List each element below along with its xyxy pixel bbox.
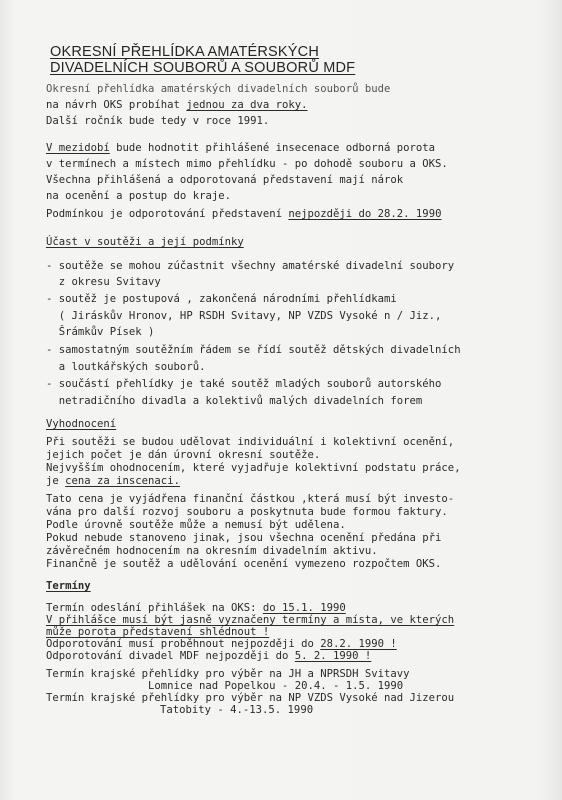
vyhodnoceni-line-1: Při soutěži se budou udělovat individuální i kolektivní ocenění,	[46, 436, 455, 448]
intro-line-1: Okresní přehlídka amatérských divadelních souborů bude	[46, 83, 391, 95]
ucast-bullet-4a: - součástí přehlídky je také soutěž mladých souborů autorského	[46, 378, 442, 390]
vyhodnoceni-line-7: Podle úrovně soutěže může a nemusí být udělena.	[46, 519, 346, 531]
terminy-line-8: Termín krajské přehlídky pro výběr na NP VZDS Vysoké nad Jizerou	[46, 692, 455, 704]
title-line-1: OKRESNÍ PŘEHLÍDKA AMATÉRSKÝCH	[50, 44, 320, 60]
vyhodnoceni-line-6: vána pro další rozvoj souboru a poskytnuta bude formou faktury.	[46, 506, 448, 518]
p2-line-5	[46, 208, 441, 221]
terminy-line-2: V přihlášce musí být jasně vyznačeny termíny a místa, ve kterých	[46, 614, 455, 626]
p2-line-1	[46, 142, 435, 155]
vyhodnoceni-line-9: závěrečném hodnocením na okresním divadelním aktivu.	[46, 545, 378, 557]
terminy-line-6: Termín krajské přehlídky pro výběr na JH a NPRSDH Svitavy	[46, 668, 410, 680]
p2-line-4: na ocenění a postup do kraje.	[46, 190, 231, 202]
application-label: Termín odeslání přihlášek na OKS:	[46, 602, 263, 614]
award-name: cena za inscenaci.	[65, 475, 180, 487]
mdf-label: Odporotování divadel MDF nejpozději do	[46, 650, 295, 662]
award-prefix: je	[46, 475, 66, 487]
p2-deadline: nejpozději do 28.2. 1990	[288, 208, 442, 220]
vyhodnoceni-line-8: Pokud nebude stanoveno jinak, jsou všechna ocenění předána při	[46, 532, 442, 544]
terminy-line-3: může porota představení shlédnout !	[46, 626, 270, 638]
intro-emphasis: jednou za dva roky.	[186, 99, 308, 111]
p2-line-3: Všechna přihlášená a odporotovaná představení mají nárok	[46, 174, 404, 186]
ucast-bullet-2a: - soutěž je postupová , zakončená národními přehlídkami	[46, 293, 397, 305]
ucast-bullet-2c: Šrámkův Písek )	[46, 326, 155, 338]
terminy-line-7: Lomnice nad Popelkou - 20.4. - 1.5. 1990	[148, 680, 404, 692]
ucast-heading: Účast v soutěži a její podmínky	[46, 236, 244, 248]
intro-text: na návrh OKS probíhat	[46, 99, 187, 111]
ucast-bullet-1b: z okresu Svitavy	[46, 276, 161, 288]
document-title	[50, 44, 355, 76]
ucast-bullet-1a: - soutěže se mohou zúčastnit všechny amatérské divadelní soubory	[46, 260, 455, 272]
p2-emphasis: V mezidobí	[46, 142, 110, 154]
vyhodnoceni-line-3: Nejvyšším ohodnocením, které vyjadřuje kolektivní podstatu práce,	[46, 462, 461, 474]
jury-label: Odporotování musí proběhnout nejpozději do	[46, 638, 321, 650]
terminy-line-9: Tatobity - 4.-13.5. 1990	[160, 704, 314, 716]
title-line-2: DIVADELNÍCH SOUBORŮ A SOUBORŮ MDF	[50, 60, 356, 76]
p2-line-2: v termínech a místech mimo přehlídku - po dohodě souboru a OKS.	[46, 158, 448, 170]
application-deadline: do 15.1. 1990	[262, 602, 346, 614]
jury-deadline: 28.2. 1990 !	[320, 638, 397, 650]
intro-line-2	[46, 99, 308, 112]
terminy-line-5	[46, 650, 371, 663]
ucast-bullet-4b: netradičního divadla a kolektivů malých divadelních forem	[46, 395, 423, 407]
mdf-deadline: 5. 2. 1990 !	[294, 650, 372, 662]
ucast-bullet-3a: - samostatným soutěžním řádem se řídí soutěž dětských divadelních	[46, 344, 461, 356]
p2-text: bude hodnotit přihlášené insecenace odborná porota	[109, 142, 436, 154]
vyhodnoceni-line-4	[46, 475, 180, 488]
vyhodnoceni-line-2: jejich počet je dán úrovní okresní soutěže.	[46, 449, 321, 461]
vyhodnoceni-line-10: Finančně je soutěž a udělování ocenění vymezeno rozpočtem OKS.	[46, 558, 442, 570]
terminy-heading: Termíny	[46, 580, 91, 592]
ucast-bullet-2b: ( Jiráskův Hronov, HP RSDH Svitavy, NP VZDS Vysoké n / Jiz.,	[46, 310, 442, 322]
intro-line-3: Další ročník bude tedy v roce 1991.	[46, 115, 270, 127]
ucast-bullet-3b: a loutkářských souborů.	[46, 361, 206, 373]
vyhodnoceni-line-5: Tato cena je vyjádřena finanční částkou ,která musí být investo-	[46, 493, 455, 505]
p2-condition: Podmínkou je odporotování představení	[46, 208, 289, 220]
vyhodnoceni-heading: Vyhodnocení	[46, 418, 117, 430]
